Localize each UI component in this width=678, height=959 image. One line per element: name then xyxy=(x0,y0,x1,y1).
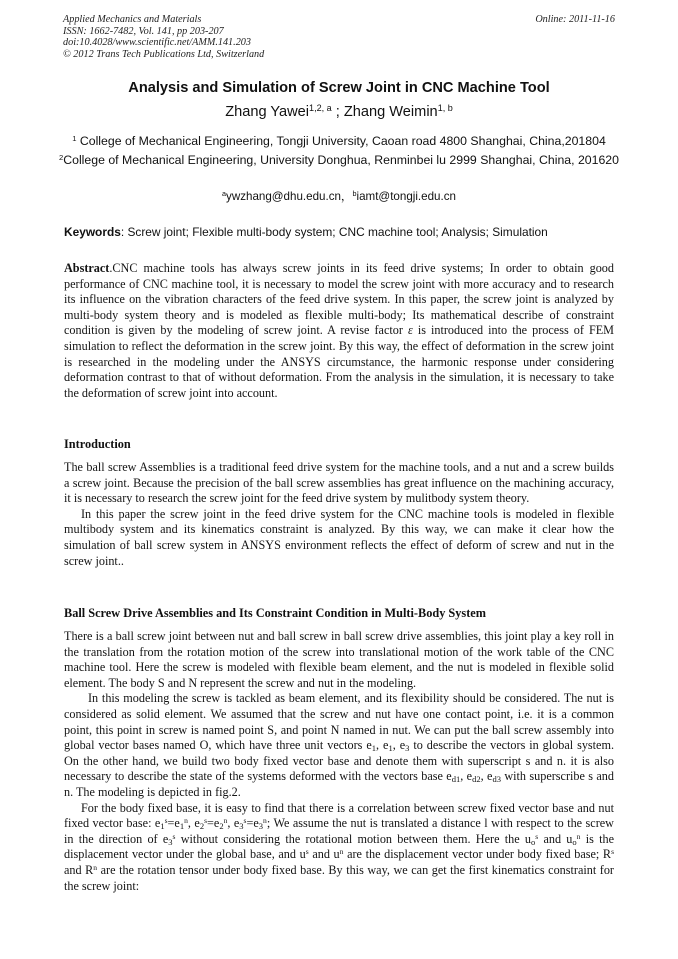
keywords-label: Keywords xyxy=(64,225,121,239)
author-1-affil: 1,2, a xyxy=(309,103,332,114)
sub-d1: d1 xyxy=(451,774,461,785)
sub-1: 1 xyxy=(179,821,185,832)
p3-text: are the rotation tensor under body fixed base. By this way, we can get the first kinematics constraint for the screw joint: xyxy=(64,862,614,893)
sup-s: s xyxy=(164,815,168,825)
p2-text: , e xyxy=(460,769,473,784)
p3-text: , e xyxy=(187,816,200,831)
sub-1: 1 xyxy=(388,743,393,754)
p2-text: with superscribe s and n. The modeling is depicted in fig.2. xyxy=(64,769,614,799)
p3-text: and R xyxy=(64,862,94,877)
sub-3: 3 xyxy=(168,836,173,847)
affiliation-1 xyxy=(54,133,624,149)
journal-header xyxy=(63,14,615,60)
section-paragraph-1: There is a ball screw joint between nut and ball screw in ball screw drive assemblies, this joint play a key roll in the translation from the rotation motion of the screw into translational motion of the work table of the CNC machine tool. Here the screw is modeled with flexible beam element, and the nut is modeled in flexible solid element. The body S and N represent the screw and nut in the modeling. xyxy=(64,629,614,690)
p3-text: =e xyxy=(167,816,180,831)
keywords-text: : Screw joint; Flexible multi-body system; CNC machine tool; Analysis; Simulation xyxy=(120,225,548,239)
sup-n: n xyxy=(263,815,267,825)
p3-text: =e xyxy=(207,816,220,831)
p3-text: without considering the rotational motion between them. Here the u xyxy=(175,831,531,846)
affiliation-1-mark: 1 xyxy=(72,133,77,143)
affiliation-2 xyxy=(54,152,624,168)
p2-text: , e xyxy=(376,738,389,753)
sup-n: n xyxy=(184,815,188,825)
abstract-text-2: is introduced into the process of FEM simulation to reflect the deformation in the screw joint. By this way, the effect of deformation in the screw joint is researched in the modeling under the ANSYS circumstance, the harmonic response under considering deformation contrast to that of without deformation. From the analysis in the simulation, it is necessary to take the deformation of screw joint into account. xyxy=(64,323,615,400)
sub-3: 3 xyxy=(258,821,264,832)
p2-text: to describe the vectors in global system. On the other hand, we build two body fixed vector base and denote them with superscript s and n. it is also necessary to describe the state of the systems deformed with the vectors base e xyxy=(64,738,614,784)
online-date: Online: 2011-11-16 xyxy=(535,14,615,25)
email-a[interactable]: ywzhang@dhu.edu.cn， xyxy=(226,190,353,203)
affiliation-1-text: College of Mechanical Engineering, Tongji University, Caoan road 4800 Shanghai, China,201804 xyxy=(76,134,606,148)
introduction-body xyxy=(64,460,614,569)
p2-text: In this modeling the screw is tackled as beam element, and its flexibility should be considered. The nut is considered as solid element. We assumed that the screw and nut have one contact point, i.e. it is a common point, this point in screw is named point S, and point N named in nut. We can put the ball screw assembly into global vector bases named O, which have three unit vectors e xyxy=(64,691,614,753)
sup-n: n xyxy=(93,862,98,872)
p3-text: , e xyxy=(227,816,240,831)
sub-d3: d3 xyxy=(492,774,501,785)
sub-1: 1 xyxy=(371,743,377,754)
p3-text: is the displacement vector under the global base, and u xyxy=(64,831,614,862)
keywords xyxy=(64,225,616,239)
email-line xyxy=(40,188,638,204)
email-b-mark: b xyxy=(352,189,357,199)
sub-d2: d2 xyxy=(472,774,481,785)
sub-2: 2 xyxy=(199,821,205,832)
copyright: © 2012 Trans Tech Publications Ltd, Switzerland xyxy=(63,48,265,60)
affiliation-2-mark: 2 xyxy=(58,152,64,162)
p3-text: ; We assume the nut is translated a distance l with respect to the screw in the direction of e xyxy=(64,816,614,846)
author-2-affil: 1, b xyxy=(437,103,453,114)
sup-n: n xyxy=(223,815,228,825)
author-line xyxy=(40,104,638,120)
sup-s: s xyxy=(305,847,309,857)
introduction-heading: Introduction xyxy=(64,437,131,451)
p3-text: and u xyxy=(308,847,340,862)
sub-o: o xyxy=(530,836,536,847)
sup-n: n xyxy=(576,831,581,841)
sup-n: n xyxy=(339,847,344,857)
intro-paragraph-2: In this paper the screw joint in the feed drive system for the CNC machine tools is modeled in flexible multibody system and its kinematics constraint is analyzed. By this way, we can make it clear how the simulation of ball screw system in ANSYS environment reflects the effect of deform of screw and nut in the screw joint.. xyxy=(64,506,614,568)
author-1: Zhang Yawei xyxy=(225,104,310,120)
sub-3: 3 xyxy=(405,743,410,754)
author-2: Zhang Weimin xyxy=(343,104,438,120)
p2-text: , e xyxy=(480,769,493,784)
journal-name: Applied Mechanics and Materials xyxy=(63,14,202,25)
issn: ISSN: 1662-7482, Vol. 141, pp 203-207 xyxy=(63,25,224,37)
sup-s: s xyxy=(535,831,539,841)
sup-s: s xyxy=(172,831,176,841)
intro-paragraph-1: The ball screw Assemblies is a traditional feed drive system for the machine tools, and a nut and a screw builds a screw joint. Because the precision of the ball screw assemblies has great influence on the machining accuracy, it is necessary to research the screw joint for the feed drive system by mulitbody system theory. xyxy=(64,460,614,506)
section-paragraph-2 xyxy=(64,691,614,800)
p2-text: , e xyxy=(392,738,406,753)
sup-s: s xyxy=(611,847,614,857)
sup-s: s xyxy=(243,815,247,825)
email-b[interactable]: iamt@tongji.edu.cn xyxy=(356,190,456,203)
epsilon-symbol: ε xyxy=(407,323,413,338)
abstract-text-1: .CNC machine tools has always screw joints in its feed drive systems; In order to obtain good performance of CNC machine tool, it is necessary to model the screw joint with more accuracy and to research its influence on the vibration characters of the feed drive system. In this paper, the screw joint is analyzed by multi-body system theory and is modeled as flexible multi-body; Its mathematical describe of constraint condition is given by the modeling of screw joint. A revise factor xyxy=(64,261,614,338)
sub-2: 2 xyxy=(219,821,224,832)
p3-text: =e xyxy=(246,816,259,831)
email-a-mark: a xyxy=(222,189,227,199)
abstract xyxy=(64,261,614,401)
abstract-label: Abstract xyxy=(64,261,110,275)
sub-1: 1 xyxy=(160,821,165,832)
section-heading: Ball Screw Drive Assemblies and Its Constraint Condition in Multi-Body System xyxy=(64,606,486,620)
sub-3: 3 xyxy=(239,821,244,832)
section-body xyxy=(64,629,614,894)
doi: doi:10.4028/www.scientific.net/AMM.141.203 xyxy=(63,37,251,49)
sup-s: s xyxy=(204,815,208,825)
p3-text: and u xyxy=(538,831,573,846)
sub-o: o xyxy=(572,836,577,847)
affiliation-2-text: College of Mechanical Engineering, University Donghua, Renminbei lu 2999 Shanghai, China, 201620 xyxy=(63,153,619,167)
p3-text: are the displacement vector under body fixed base; R xyxy=(343,847,612,862)
p3-text: For the body fixed base, it is easy to find that there is a correlation between screw fixed vector base and nut fixed vector base: e xyxy=(64,800,614,831)
paper-title: Analysis and Simulation of Screw Joint in CNC Machine Tool xyxy=(128,80,550,96)
author-separator: ; xyxy=(331,104,344,120)
section-paragraph-3 xyxy=(64,801,614,895)
